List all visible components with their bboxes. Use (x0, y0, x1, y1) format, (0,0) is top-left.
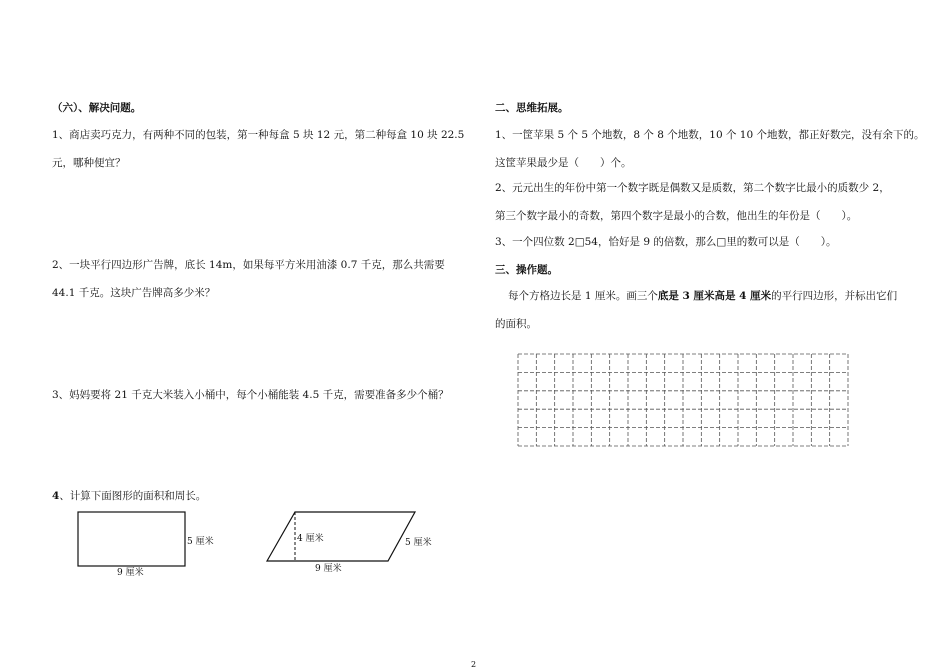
thinking-2-line-1: 2、元元出生的年份中第一个数字既是偶数又是质数，第二个数字比最小的质数少 2， (495, 182, 890, 194)
parallelogram-shape (267, 512, 415, 561)
square-grid-drawing (517, 352, 849, 448)
question-2-line-1: 2、一块平行四边形广告牌，底长 14m，如果每平方米用油漆 0.7 千克，那么共需要 (52, 259, 445, 271)
question-2-line-2: 44.1 千克。这块广告牌高多少米？ (52, 287, 216, 299)
operation-text-bold: 底是 3 厘米高是 4 厘米 (657, 290, 772, 302)
question-1-line-1: 1、商店卖巧克力，有两种不同的包装，第一种每盒 5 块 12 元，第二种每盒 10 块 22.5 (52, 129, 465, 141)
square-grid (517, 352, 849, 451)
parallelogram-figure (262, 505, 452, 577)
operation-line-1 (508, 288, 897, 303)
page-number: 2 (471, 660, 477, 669)
section-heading-solve: （六）、解决问题。 (52, 102, 142, 114)
rectangle-base-label: 9 厘米 (117, 568, 144, 578)
thinking-3-line-1: 3、一个四位数 2□54，恰好是 9 的倍数，那么□里的数可以是（ ）。 (495, 236, 837, 248)
thinking-1-line-2: 这筐苹果最少是（ ）个。 (495, 157, 632, 169)
operation-text-post: 的平行四边形，并标出它们 (771, 290, 898, 302)
parallelogram-height-label: 4 厘米 (297, 534, 324, 544)
question-4-text: 、计算下面图形的面积和周长。 (59, 490, 207, 502)
operation-text-pre: 每个方格边长是 1 厘米。画三个 (508, 290, 658, 302)
rectangle-shape (78, 512, 185, 566)
thinking-1-line-1: 1、一筐苹果 5 个 5 个地数，8 个 8 个地数，10 个 10 个地数，都正好数完，没有余下的。 (495, 129, 925, 141)
thinking-2-line-2: 第三个数字最小的奇数，第四个数字是最小的合数，他出生的年份是（ ）。 (495, 210, 858, 222)
section-heading-thinking: 二、思维拓展。 (495, 102, 569, 114)
operation-line-2: 的面积。 (495, 318, 537, 330)
question-4-number: 4 (52, 490, 60, 502)
rectangle-height-label: 5 厘米 (187, 537, 214, 547)
question-4 (52, 488, 206, 503)
section-heading-operation: 三、操作题。 (495, 264, 558, 276)
question-3-line-1: 3、妈妈要将 21 千克大米装入小桶中，每个小桶能装 4.5 千克，需要准备多少个桶？ (52, 389, 449, 401)
rectangle-drawing (70, 505, 260, 577)
parallelogram-base-label: 9 厘米 (315, 564, 342, 574)
parallelogram-side-label: 5 厘米 (405, 538, 432, 548)
rectangle-figure (70, 505, 260, 577)
question-1-line-2: 元，哪种便宜？ (52, 157, 126, 169)
